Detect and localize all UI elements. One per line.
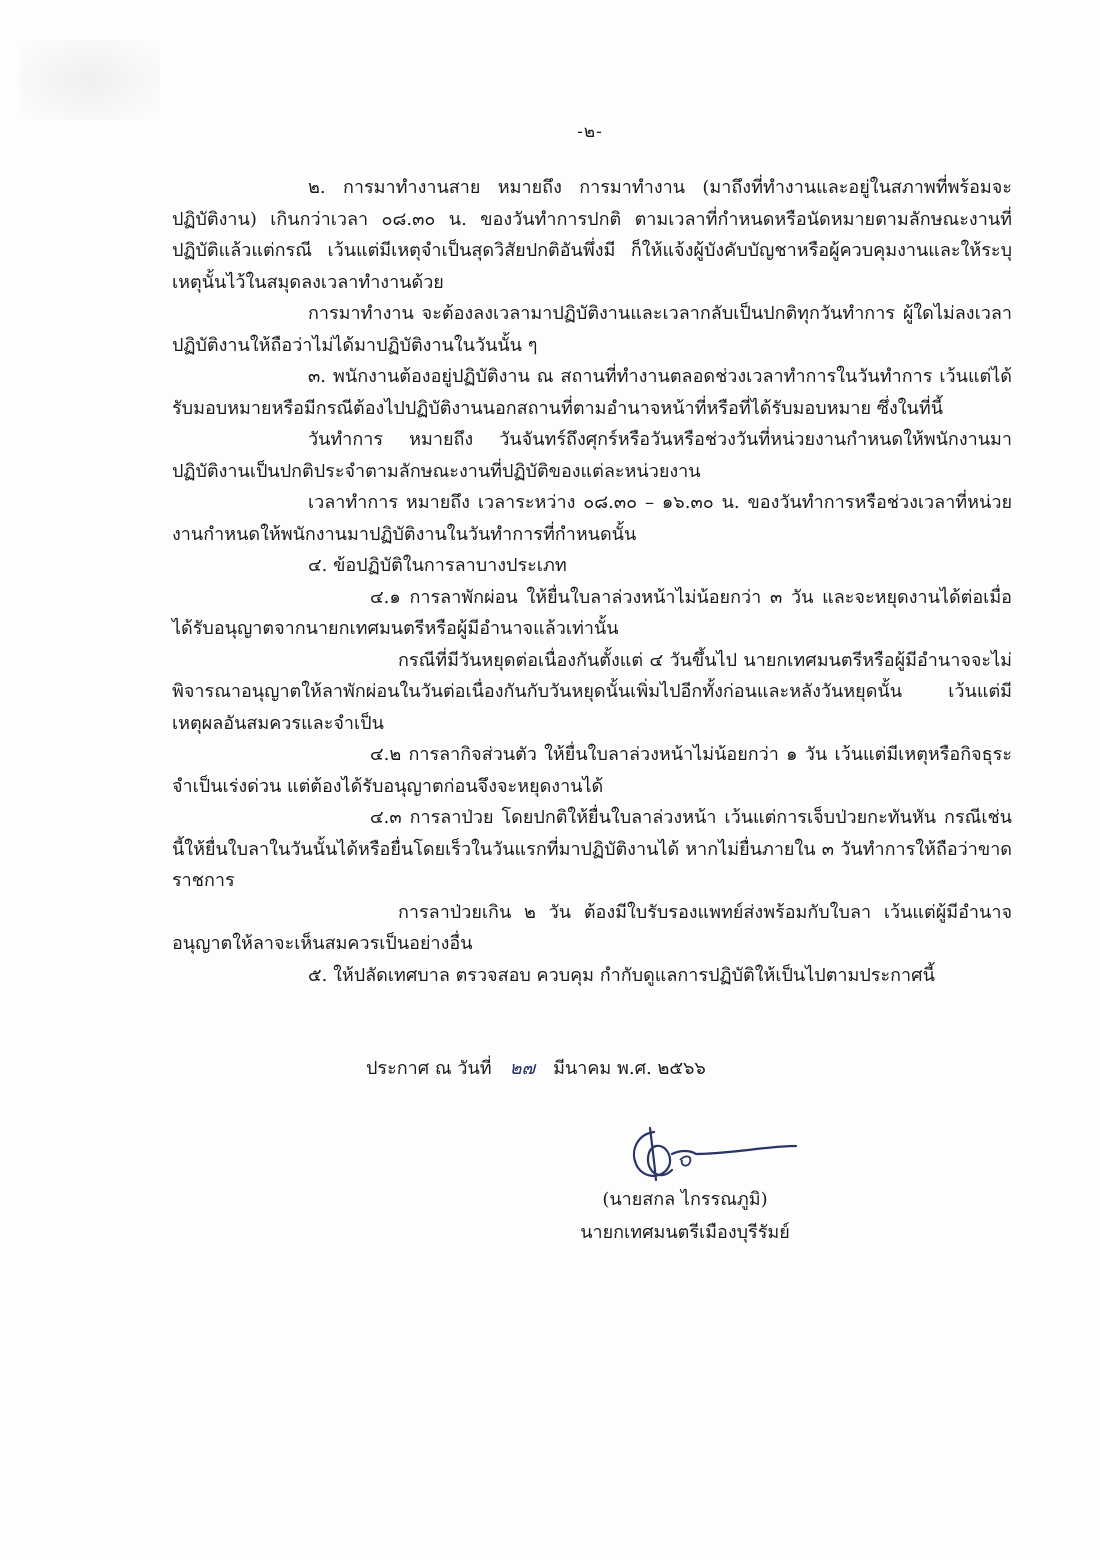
announcement-suffix: มีนาคม พ.ศ. ๒๕๖๖	[553, 1058, 706, 1079]
paragraph-sick-leave: ๔.๓ การลาป่วย โดยปกติให้ยื่นใบลาล่วงหน้า เว้นแต่การเจ็บป่วยกะทันหัน กรณีเช่นนี้ให้ยื่นใบลาในวันนั้นได้หรือยื่นโดยเร็วในวันแรกที่มาปฏิบัติงานได้ หากไม่ยื่นภายใน ๓ วันทำการให้ถือว่าขาดราชการ	[172, 807, 1012, 891]
signer-title: นายกเทศมนตรีเมืองบุรีรัมย์	[580, 1222, 790, 1243]
paragraph-leave-rules-heading: ๔. ข้อปฏิบัติในการลาบางประเภท	[308, 555, 567, 576]
scan-smudge	[20, 40, 160, 120]
signature-image	[620, 1120, 810, 1190]
paragraph-holiday-continuity: กรณีที่มีวันหยุดต่อเนื่องกันตั้งแต่ ๔ วันขึ้นไป นายกเทศมนตรีหรือผู้มีอำนาจจะไม่พิจารณาอนุญาตให้ลาพักผ่อนในวันต่อเนื่องกันกับวันหยุดนั้นเพิ่มไปอีกทั้งก่อนและหลังวันหยุดนั้น เว้นแต่มีเหตุผลอันสมควรและจำเป็น	[172, 649, 1012, 734]
paragraph-on-site-duty: ๓. พนักงานต้องอยู่ปฏิบัติงาน ณ สถานที่ทำงานตลอดช่วงเวลาทำการในวันทำการ เว้นแต่ได้รับมอบหมายหรือมีกรณีต้องไปปฏิบัติงานนอกสถานที่ตามอำนาจหน้าที่หรือที่ได้รับมอบหมาย ซึ่งในที่นี้	[172, 366, 1012, 419]
paragraph-working-hours-definition: เวลาทำการ หมายถึง เวลาระหว่าง ๐๘.๓๐ – ๑๖.๓๐ น. ของวันทำการหรือช่วงเวลาที่หน่วยงานกำหนดให้พนักงานมาปฏิบัติงานในวันทำการที่กำหนดนั้น	[172, 492, 1012, 545]
announcement-date-line	[366, 1055, 706, 1083]
paragraph-personal-leave: ๔.๒ การลากิจส่วนตัว ให้ยื่นใบลาล่วงหน้าไม่น้อยกว่า ๑ วัน เว้นแต่มีเหตุหรือกิจธุระจำเป็นเร่งด่วน แต่ต้องได้รับอนุญาตก่อนจึงจะหยุดงานได้	[172, 744, 1012, 797]
paragraph-time-signing: การมาทำงาน จะต้องลงเวลามาปฏิบัติงานและเวลากลับเป็นปกติทุกวันทำการ ผู้ใดไม่ลงเวลาปฏิบัติงานให้ถือว่าไม่ได้มาปฏิบัติงานในวันนั้น ๆ	[172, 303, 1012, 356]
announcement-prefix: ประกาศ ณ วันที่	[366, 1058, 492, 1079]
announcement-day-handwritten: ๒๗	[509, 1058, 536, 1079]
paragraph-vacation-leave: ๔.๑ การลาพักผ่อน ให้ยื่นใบลาล่วงหน้าไม่น้อยกว่า ๓ วัน และจะหยุดงานได้ต่อเมื่อได้รับอนุญาตจากนายกเทศมนตรีหรือผู้มีอำนาจแล้วเท่านั้น	[172, 586, 1012, 639]
paragraph-working-day-definition: วันทำการ หมายถึง วันจันทร์ถึงศุกร์หรือวันหรือช่วงวันที่หน่วยงานกำหนดให้พนักงานมาปฏิบัติงานเป็นปกติประจำตามลักษณะงานที่ปฏิบัติของแต่ละหน่วยงาน	[172, 429, 1012, 482]
signer-name: (นายสกล ไกรรณภูมิ)	[602, 1189, 768, 1210]
paragraph-late-arrival: ๒. การมาทำงานสาย หมายถึง การมาทำงาน (มาถึงที่ทำงานและอยู่ในสภาพที่พร้อมจะปฏิบัติงาน) เกินกว่าเวลา ๐๘.๓๐ น. ของวันทำการปกติ ตามเวลาที่กำหนดหรือนัดหมายตามลักษณะงานที่ปฏิบัติแล้วแต่กรณี เว้นแต่มีเหตุจำเป็นสุดวิสัยปกติอันพึ่งมี ก็ให้แจ้งผู้บังคับบัญชาหรือผู้ควบคุมงานและให้ระบุเหตุนั้นไว้ในสมุดลงเวลาทำงานด้วย	[172, 177, 1012, 293]
document-body	[172, 172, 1012, 991]
paragraph-oversight: ๕. ให้ปลัดเทศบาล ตรวจสอบ ควบคุม กำกับดูแลการปฏิบัติให้เป็นไปตามประกาศนี้	[308, 964, 935, 986]
page-number: -๒-	[577, 122, 603, 142]
paragraph-medical-certificate: การลาป่วยเกิน ๒ วัน ต้องมีใบรับรองแพทย์ส่งพร้อมกับใบลา เว้นแต่ผู้มีอำนาจอนุญาตให้ลาจะเห็นสมควรเป็นอย่างอื่น	[172, 901, 1012, 954]
